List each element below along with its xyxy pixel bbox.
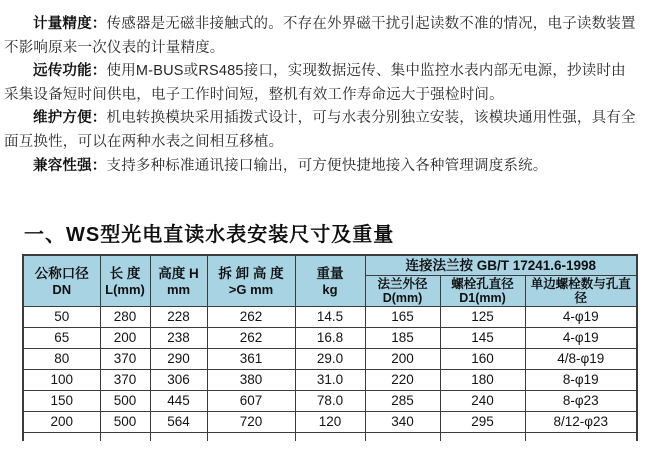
table-row-dn65 — [23, 328, 637, 349]
col-header-weight: 重量 kg — [295, 255, 365, 307]
cell: 200 — [365, 349, 440, 370]
table-row-dn150 — [23, 391, 637, 412]
cell: 200 — [100, 328, 150, 349]
cell: 4/8-φ19 — [525, 349, 637, 370]
cell: 78.0 — [295, 391, 365, 412]
cell: 150 — [23, 391, 100, 412]
col-header-flange-group: 连接法兰按 GB/T 17241.6-1998 — [365, 255, 637, 276]
cell: 280 — [100, 307, 150, 328]
paragraph-label: 兼容性强： — [33, 157, 107, 174]
table-row-dn80 — [23, 349, 637, 370]
col-header-length: 长 度 L(mm) — [100, 255, 150, 307]
table-row-dn200 — [23, 412, 637, 433]
paragraph-label: 维护方便： — [33, 110, 107, 127]
cell: 65 — [23, 328, 100, 349]
spec-table-container — [22, 254, 640, 441]
paragraph-text: 使用M-BUS或RS485接口，实现数据远传、集中监控水表内部无电源，抄读时由采集设备短时间供电，电子工作时间短，整机有效工作寿命远大于强检时间。 — [4, 63, 626, 103]
cell: 100 — [23, 370, 100, 391]
cell: 8/12-φ23 — [525, 412, 637, 433]
cell: 445 — [150, 391, 207, 412]
cell: 31.0 — [295, 370, 365, 391]
paragraph-text: 机电转换模块采用插拨式设计，可与水表分别独立安装，该模块通用性强，具有全面互换性，可以在两种水表之间相互移植。 — [4, 110, 636, 150]
cell: 16.8 — [295, 328, 365, 349]
cell: 125 — [440, 307, 525, 328]
table-row-dn50 — [23, 307, 637, 328]
cell: 165 — [365, 307, 440, 328]
paragraph-label: 远传功能： — [33, 63, 107, 80]
cell: 285 — [365, 391, 440, 412]
cell: 8-φ23 — [525, 391, 637, 412]
cell: 228 — [150, 307, 207, 328]
cell: 240 — [440, 391, 525, 412]
cell: 14.5 — [295, 307, 365, 328]
paragraph-compatibility — [4, 155, 638, 179]
col-header-bolt-hole-diameter: 螺栓孔直径 D1(mm) — [440, 276, 525, 307]
cell: 120 — [295, 412, 365, 433]
cell: 4-φ19 — [525, 307, 637, 328]
paragraph-label: 计量精度： — [33, 16, 107, 32]
paragraph-remote-function — [4, 60, 638, 107]
table-row-clipped — [23, 433, 637, 442]
col-header-nominal-diameter: 公称口径 DN — [23, 255, 100, 307]
cell: 500 — [100, 412, 150, 433]
cell: 200 — [23, 412, 100, 433]
paragraph-text: 传感器是无磁非接触式的。不存在外界磁干扰引起读数不准的情况，电子读数装置不影响原来一次仪表的计量精度。 — [4, 16, 636, 56]
cell: 720 — [207, 412, 295, 433]
cell: 306 — [150, 370, 207, 391]
cell: 8-φ19 — [525, 370, 637, 391]
dimensions-weight-table — [22, 254, 638, 441]
col-header-flange-outer-diameter: 法兰外径 D(mm) — [365, 276, 440, 307]
paragraph-metering-accuracy — [4, 13, 638, 60]
cell: 607 — [207, 391, 295, 412]
cell: 29.0 — [295, 349, 365, 370]
col-header-height: 高度 H mm — [150, 255, 207, 307]
cell: 262 — [207, 307, 295, 328]
cell: 290 — [150, 349, 207, 370]
col-header-removal-height: 拆 卸 高 度 >G mm — [207, 255, 295, 307]
paragraph-easy-maintenance — [4, 107, 638, 154]
cell: 180 — [440, 370, 525, 391]
paragraph-text: 支持多种标准通讯接口输出，可方便快捷地接入各种管理调度系统。 — [106, 157, 548, 174]
cell: 380 — [207, 370, 295, 391]
cell: 340 — [365, 412, 440, 433]
cell: 50 — [23, 307, 100, 328]
cell: 370 — [100, 349, 150, 370]
cell: 500 — [100, 391, 150, 412]
section-title: 一、WS型光电直读水表安装尺寸及重量 — [24, 224, 395, 247]
table-row-dn100 — [23, 370, 637, 391]
cell: 80 — [23, 349, 100, 370]
cell: 220 — [365, 370, 440, 391]
col-header-bolt-count-hole: 单边螺栓数与孔直径 — [525, 276, 637, 307]
cell: 361 — [207, 349, 295, 370]
cell: 160 — [440, 349, 525, 370]
cell: 295 — [440, 412, 525, 433]
cell: 564 — [150, 412, 207, 433]
cell: 370 — [100, 370, 150, 391]
cell: 4-φ19 — [525, 328, 637, 349]
cell: 262 — [207, 328, 295, 349]
cell: 145 — [440, 328, 525, 349]
cell: 238 — [150, 328, 207, 349]
cell: 185 — [365, 328, 440, 349]
feature-paragraphs — [0, 0, 650, 178]
